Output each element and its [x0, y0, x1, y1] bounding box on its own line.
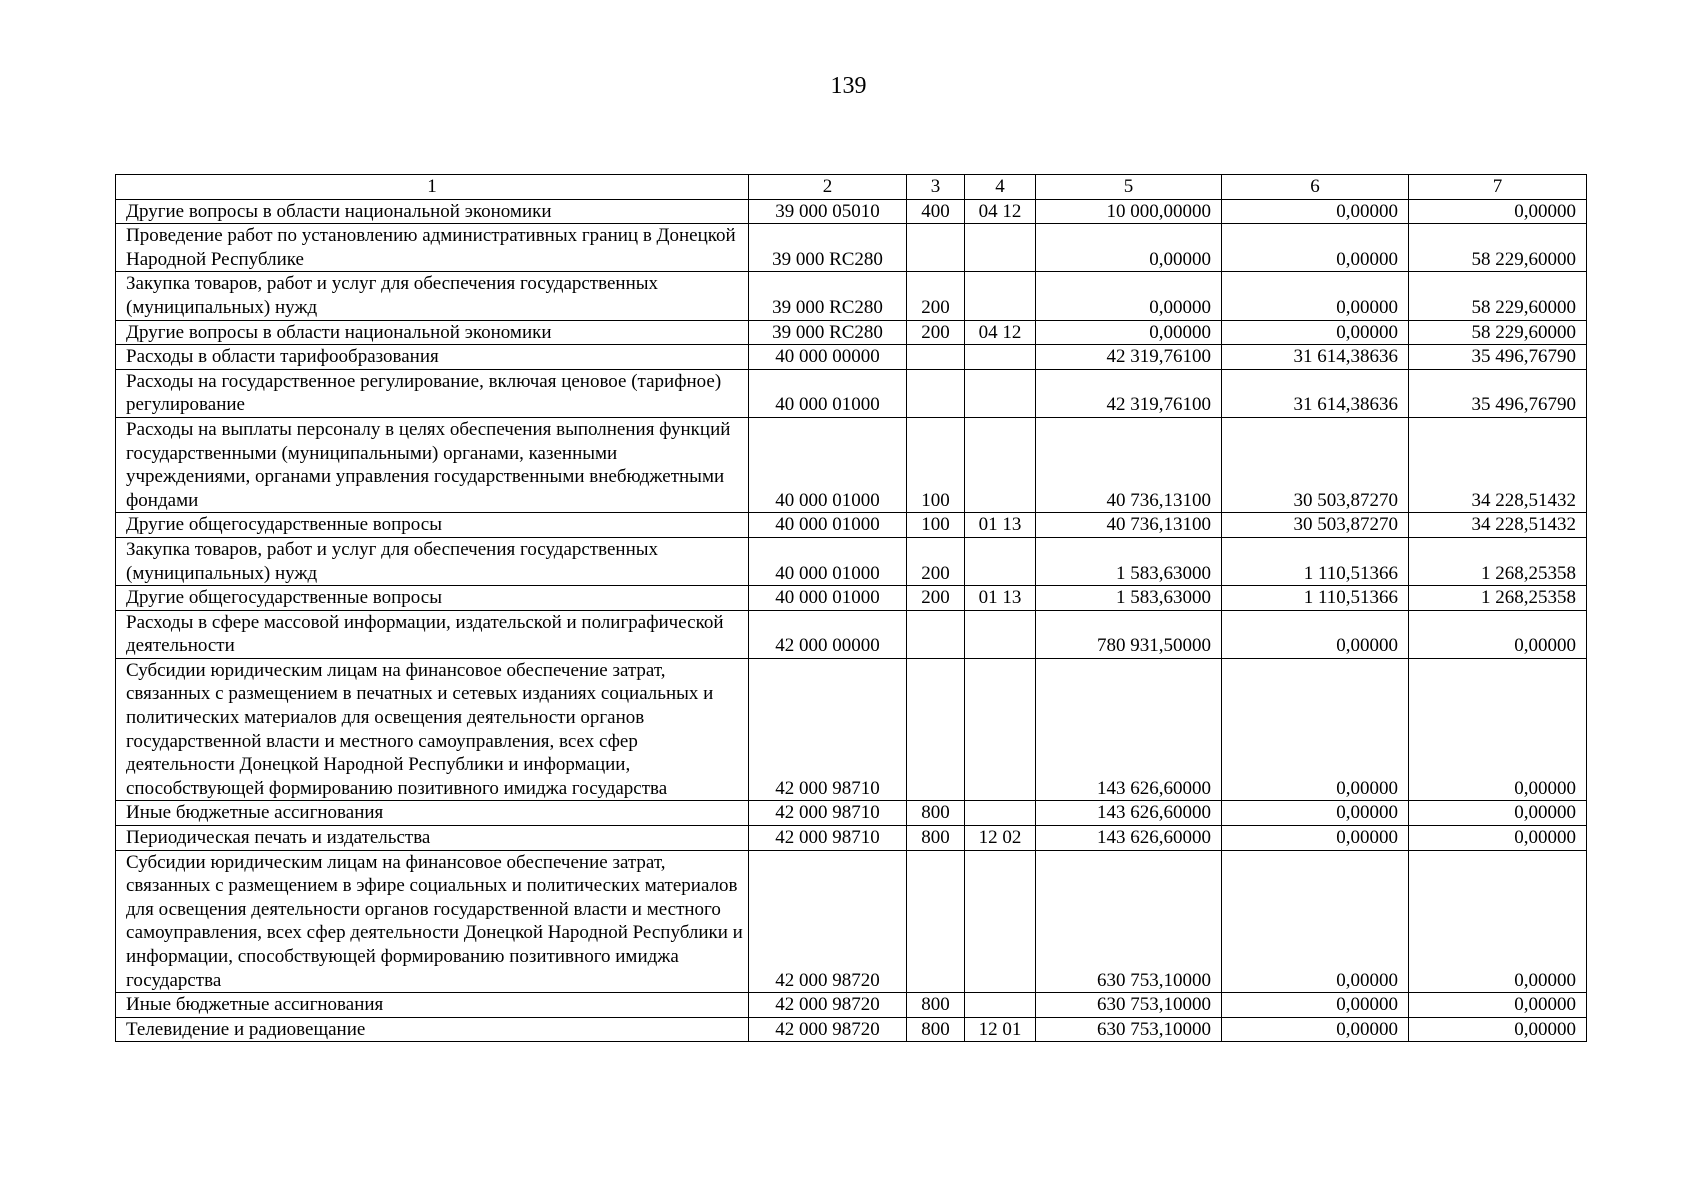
header-col-2: 2: [749, 175, 907, 200]
section-code-cell: [965, 272, 1036, 320]
target-article-cell: 40 000 01000: [749, 369, 907, 417]
header-col-4: 4: [965, 175, 1036, 200]
amount-col5-cell: 630 753,10000: [1036, 993, 1222, 1018]
section-code-cell: 04 12: [965, 199, 1036, 224]
amount-col7-cell: 58 229,60000: [1409, 224, 1587, 272]
header-row: [116, 175, 1587, 200]
amount-col6-cell: 0,00000: [1222, 610, 1409, 658]
amount-col5-cell: 42 319,76100: [1036, 345, 1222, 370]
section-code-cell: [965, 801, 1036, 826]
expense-type-cell: 800: [907, 993, 965, 1018]
table-row: [116, 320, 1587, 345]
amount-col7-cell: 0,00000: [1409, 610, 1587, 658]
table-row: [116, 417, 1587, 512]
target-article-cell: 40 000 01000: [749, 537, 907, 585]
amount-col5-cell: 0,00000: [1036, 272, 1222, 320]
expense-name-cell: Периодическая печать и издательства: [116, 826, 749, 851]
amount-col6-cell: 0,00000: [1222, 826, 1409, 851]
expense-name-cell: Субсидии юридическим лицам на финансовое обеспечение затрат, связанных с размещением в печатных и сетевых изданиях социальных и политических материалов для освещения деятельности органов государственной власти и местного самоуправления, всех сфер деятельности Донецкой Народной Республики и информации, способствующей формированию позитивного имиджа государства: [116, 658, 749, 801]
amount-col6-cell: 0,00000: [1222, 199, 1409, 224]
section-code-cell: [965, 345, 1036, 370]
target-article-cell: 42 000 98710: [749, 826, 907, 851]
section-code-cell: 12 01: [965, 1017, 1036, 1042]
expense-type-cell: 200: [907, 586, 965, 611]
target-article-cell: 39 000 RC280: [749, 320, 907, 345]
expense-name-cell: Расходы на выплаты персоналу в целях обеспечения выполнения функций государственными (муниципальными) органами, казенными учреждениями, органами управления государственными внебюджетными фондами: [116, 417, 749, 512]
amount-col6-cell: 0,00000: [1222, 993, 1409, 1018]
amount-col7-cell: 0,00000: [1409, 1017, 1587, 1042]
amount-col6-cell: 0,00000: [1222, 224, 1409, 272]
section-code-cell: 04 12: [965, 320, 1036, 345]
target-article-cell: 42 000 98720: [749, 850, 907, 993]
expense-type-cell: [907, 850, 965, 993]
amount-col5-cell: 40 736,13100: [1036, 417, 1222, 512]
amount-col6-cell: 30 503,87270: [1222, 417, 1409, 512]
expense-type-cell: 100: [907, 513, 965, 538]
table-row: [116, 801, 1587, 826]
table-row: [116, 850, 1587, 993]
expense-name-cell: Расходы на государственное регулирование, включая ценовое (тарифное) регулирование: [116, 369, 749, 417]
amount-col7-cell: 0,00000: [1409, 993, 1587, 1018]
amount-col5-cell: 0,00000: [1036, 224, 1222, 272]
amount-col7-cell: 0,00000: [1409, 826, 1587, 851]
amount-col5-cell: 1 583,63000: [1036, 537, 1222, 585]
table-row: [116, 369, 1587, 417]
amount-col6-cell: 0,00000: [1222, 272, 1409, 320]
table-row: [116, 513, 1587, 538]
target-article-cell: 40 000 01000: [749, 586, 907, 611]
expense-type-cell: [907, 345, 965, 370]
amount-col7-cell: 0,00000: [1409, 850, 1587, 993]
amount-col7-cell: 1 268,25358: [1409, 586, 1587, 611]
expense-name-cell: Телевидение и радиовещание: [116, 1017, 749, 1042]
expense-name-cell: Расходы в сфере массовой информации, издательской и полиграфической деятельности: [116, 610, 749, 658]
amount-col6-cell: 31 614,38636: [1222, 345, 1409, 370]
expense-name-cell: Субсидии юридическим лицам на финансовое обеспечение затрат, связанных с размещением в эфире социальных и политических материалов для освещения деятельности органов государственной власти и местного самоуправления, всех сфер деятельности Донецкой Народной Республики и информации, способствующей формированию позитивного имиджа государства: [116, 850, 749, 993]
amount-col6-cell: 30 503,87270: [1222, 513, 1409, 538]
expense-type-cell: 200: [907, 272, 965, 320]
table-row: [116, 345, 1587, 370]
header-col-6: 6: [1222, 175, 1409, 200]
target-article-cell: 42 000 98710: [749, 658, 907, 801]
table-row: [116, 272, 1587, 320]
target-article-cell: 42 000 98720: [749, 1017, 907, 1042]
amount-col5-cell: 143 626,60000: [1036, 826, 1222, 851]
expense-type-cell: 200: [907, 537, 965, 585]
target-article-cell: 42 000 98710: [749, 801, 907, 826]
expense-type-cell: 100: [907, 417, 965, 512]
target-article-cell: 39 000 RC280: [749, 272, 907, 320]
amount-col5-cell: 0,00000: [1036, 320, 1222, 345]
section-code-cell: 01 13: [965, 586, 1036, 611]
expense-type-cell: [907, 610, 965, 658]
amount-col7-cell: 35 496,76790: [1409, 345, 1587, 370]
table-row: [116, 586, 1587, 611]
expense-type-cell: 800: [907, 1017, 965, 1042]
expense-type-cell: [907, 369, 965, 417]
amount-col5-cell: 143 626,60000: [1036, 658, 1222, 801]
expense-name-cell: Иные бюджетные ассигнования: [116, 993, 749, 1018]
section-code-cell: 01 13: [965, 513, 1036, 538]
amount-col7-cell: 58 229,60000: [1409, 320, 1587, 345]
expense-name-cell: Закупка товаров, работ и услуг для обеспечения государственных (муниципальных) нужд: [116, 272, 749, 320]
expense-type-cell: 200: [907, 320, 965, 345]
expense-type-cell: 400: [907, 199, 965, 224]
expense-type-cell: 800: [907, 826, 965, 851]
table-row: [116, 224, 1587, 272]
section-code-cell: [965, 658, 1036, 801]
expense-type-cell: [907, 658, 965, 801]
section-code-cell: [965, 369, 1036, 417]
table-row: [116, 199, 1587, 224]
amount-col5-cell: 780 931,50000: [1036, 610, 1222, 658]
budget-table: [115, 174, 1587, 1042]
section-code-cell: [965, 537, 1036, 585]
amount-col7-cell: 0,00000: [1409, 199, 1587, 224]
amount-col5-cell: 630 753,10000: [1036, 1017, 1222, 1042]
section-code-cell: [965, 224, 1036, 272]
table-row: [116, 610, 1587, 658]
amount-col6-cell: 0,00000: [1222, 850, 1409, 993]
target-article-cell: 40 000 01000: [749, 513, 907, 538]
amount-col5-cell: 42 319,76100: [1036, 369, 1222, 417]
amount-col6-cell: 1 110,51366: [1222, 537, 1409, 585]
table-row: [116, 1017, 1587, 1042]
amount-col5-cell: 10 000,00000: [1036, 199, 1222, 224]
expense-type-cell: [907, 224, 965, 272]
amount-col6-cell: 0,00000: [1222, 320, 1409, 345]
amount-col5-cell: 40 736,13100: [1036, 513, 1222, 538]
expense-name-cell: Другие вопросы в области национальной экономики: [116, 199, 749, 224]
page-number: 139: [830, 73, 867, 99]
header-col-3: 3: [907, 175, 965, 200]
header-col-7: 7: [1409, 175, 1587, 200]
amount-col6-cell: 0,00000: [1222, 801, 1409, 826]
section-code-cell: [965, 610, 1036, 658]
amount-col7-cell: 34 228,51432: [1409, 417, 1587, 512]
section-code-cell: [965, 850, 1036, 993]
expense-name-cell: Проведение работ по установлению административных границ в Донецкой Народной Республике: [116, 224, 749, 272]
target-article-cell: 39 000 RC280: [749, 224, 907, 272]
expense-name-cell: Расходы в области тарифообразования: [116, 345, 749, 370]
amount-col6-cell: 31 614,38636: [1222, 369, 1409, 417]
expense-name-cell: Иные бюджетные ассигнования: [116, 801, 749, 826]
amount-col5-cell: 1 583,63000: [1036, 586, 1222, 611]
header-col-5: 5: [1036, 175, 1222, 200]
section-code-cell: [965, 417, 1036, 512]
amount-col7-cell: 0,00000: [1409, 801, 1587, 826]
amount-col7-cell: 58 229,60000: [1409, 272, 1587, 320]
table-row: [116, 658, 1587, 801]
amount-col6-cell: 0,00000: [1222, 658, 1409, 801]
section-code-cell: 12 02: [965, 826, 1036, 851]
amount-col6-cell: 0,00000: [1222, 1017, 1409, 1042]
amount-col6-cell: 1 110,51366: [1222, 586, 1409, 611]
amount-col5-cell: 143 626,60000: [1036, 801, 1222, 826]
header-col-1: 1: [116, 175, 749, 200]
target-article-cell: 40 000 00000: [749, 345, 907, 370]
expense-name-cell: Другие общегосударственные вопросы: [116, 513, 749, 538]
table-row: [116, 826, 1587, 851]
expense-name-cell: Другие общегосударственные вопросы: [116, 586, 749, 611]
expense-name-cell: Другие вопросы в области национальной экономики: [116, 320, 749, 345]
amount-col7-cell: 34 228,51432: [1409, 513, 1587, 538]
amount-col7-cell: 0,00000: [1409, 658, 1587, 801]
table-body: [116, 199, 1587, 1042]
section-code-cell: [965, 993, 1036, 1018]
amount-col5-cell: 630 753,10000: [1036, 850, 1222, 993]
target-article-cell: 39 000 05010: [749, 199, 907, 224]
table-row: [116, 993, 1587, 1018]
target-article-cell: 42 000 98720: [749, 993, 907, 1018]
expense-name-cell: Закупка товаров, работ и услуг для обеспечения государственных (муниципальных) нужд: [116, 537, 749, 585]
table-row: [116, 537, 1587, 585]
amount-col7-cell: 1 268,25358: [1409, 537, 1587, 585]
target-article-cell: 40 000 01000: [749, 417, 907, 512]
expense-type-cell: 800: [907, 801, 965, 826]
amount-col7-cell: 35 496,76790: [1409, 369, 1587, 417]
target-article-cell: 42 000 00000: [749, 610, 907, 658]
